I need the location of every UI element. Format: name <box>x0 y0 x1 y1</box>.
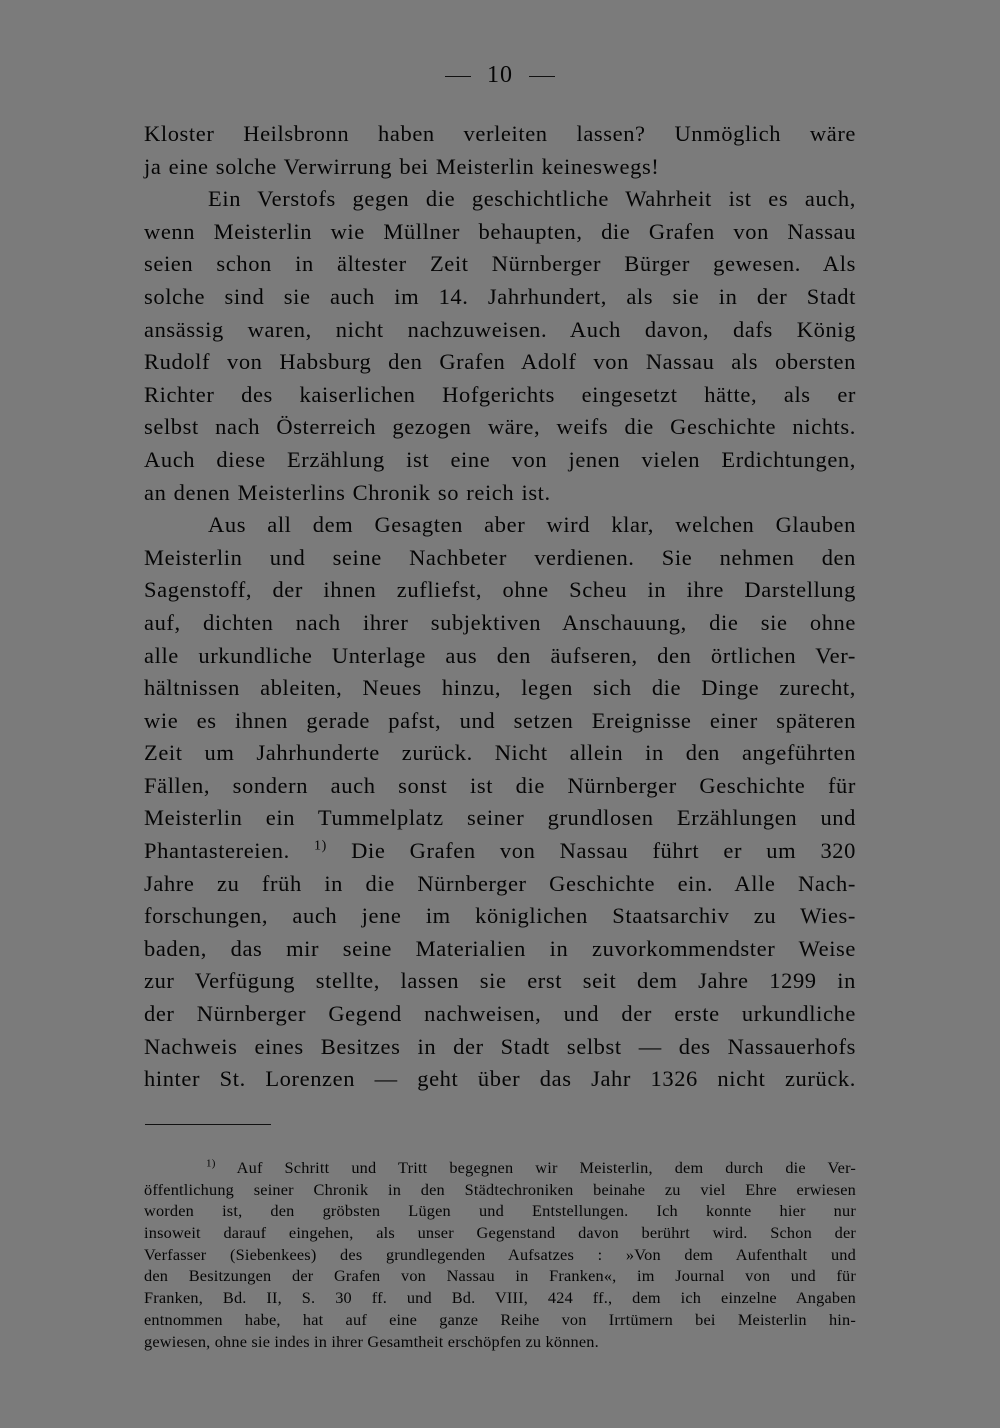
footnote-mark: 1) <box>206 1157 216 1170</box>
footnote-line <box>144 1157 856 1179</box>
body-line: Kloster Heilsbronn haben verleiten lassen? Unmöglich wäre <box>144 121 856 146</box>
body-line-part: Phantastereien. <box>144 838 290 864</box>
body-line: Auch diese Erzählung ist eine von jenen vielen Erdichtungen, <box>144 446 856 472</box>
body-line: Aus all dem Gesagten aber wird klar, welchen Glauben <box>208 512 856 538</box>
body-line: forschungen, auch jene im königlichen Staatsarchiv zu Wies- <box>144 903 856 929</box>
body-text <box>144 118 856 1096</box>
body-line: auf, dichten nach ihrer subjektiven Anschauung, die sie ohne <box>144 609 856 635</box>
body-line: hältnissen ableiten, Neues hinzu, legen sich die Dinge zurecht, <box>144 675 856 701</box>
body-line: der Nürnberger Gegend nachweisen, und der erste urkundliche <box>144 1001 856 1027</box>
body-line: Rudolf von Habsburg den Grafen Adolf von Nassau als obersten <box>144 349 856 375</box>
body-line: wenn Meisterlin wie Müllner behaupten, die Grafen von Nassau <box>144 218 856 244</box>
body-line: an denen Meisterlins Chronik so reich ist. <box>144 479 551 505</box>
body-line: Meisterlin ein Tummelplatz seiner grundlosen Erzählungen und <box>144 805 856 831</box>
footnote-line: öffentlichung seiner Chronik in den Städtechroniken beinahe zu viel Ehre erwiesen <box>144 1179 856 1199</box>
footnote-line: insoweit darauf eingehen, als unser Gegenstand davon berührt wird. Schon der <box>144 1223 856 1243</box>
footnote-line: gewiesen, ohne sie indes in ihrer Gesamtheit erschöpfen zu können. <box>144 1331 599 1351</box>
body-line-part: Die Grafen von Nassau führt er um 320 <box>351 838 856 864</box>
page-header <box>0 60 1000 90</box>
body-line: wie es ihnen gerade pafst, und setzen Ereignisse einer späteren <box>144 707 856 733</box>
page-number: 10 <box>487 62 513 88</box>
footnote-reference[interactable]: 1) <box>314 838 327 854</box>
body-line: Ein Verstofs gegen die geschichtliche Wahrheit ist es auch, <box>208 186 856 212</box>
footnote <box>144 1157 856 1352</box>
body-line: Sagenstoff, der ihnen zufliefst, ohne Scheu in ihre Darstellung <box>144 577 856 603</box>
body-line: Meisterlin und seine Nachbeter verdienen. Sie nehmen den <box>144 544 856 570</box>
footnote-line: worden ist, den gröbsten Lügen und Entstellungen. Ich konnte hier nur <box>144 1201 856 1221</box>
body-line: baden, das mir seine Materialien in zuvorkommendster Weise <box>144 935 856 961</box>
header-dash-right <box>529 76 555 77</box>
body-line: alle urkundliche Unterlage aus den äufseren, den örtlichen Ver- <box>144 642 856 668</box>
body-line <box>144 835 856 868</box>
body-line: hinter St. Lorenzen — geht über das Jahr 1326 nicht zurück. <box>144 1066 856 1092</box>
body-line: Nachweis eines Besitzes in der Stadt selbst — des Nassauerhofs <box>144 1033 856 1059</box>
body-line: zur Verfügung stellte, lassen sie erst seit dem Jahre 1299 in <box>144 968 856 994</box>
body-line: Zeit um Jahrhunderte zurück. Nicht allein in den angeführten <box>144 740 856 766</box>
body-line: Richter des kaiserlichen Hofgerichts eingesetzt hätte, als er <box>144 381 856 407</box>
body-line: solche sind sie auch im 14. Jahrhundert, als sie in der Stadt <box>144 283 856 309</box>
header-dash-left <box>445 76 471 77</box>
body-line: selbst nach Österreich gezogen wäre, weifs die Geschichte nichts. <box>144 414 856 440</box>
footnote-separator <box>145 1124 271 1125</box>
footnote-line: Verfasser (Siebenkees) des grundlegenden Aufsatzes : »Von dem Aufenthalt und <box>144 1244 856 1264</box>
footnote-line: Franken, Bd. II, S. 30 ff. und Bd. VIII, 424 ff., dem ich einzelne Angaben <box>144 1288 856 1308</box>
footnote-line-text: Auf Schritt und Tritt begegnen wir Meisterlin, dem durch die Ver- <box>236 1158 857 1177</box>
body-line: ja eine solche Verwirrung bei Meisterlin keineswegs! <box>144 153 660 179</box>
body-line: ansässig waren, nicht nachzuweisen. Auch davon, dafs König <box>144 316 856 342</box>
footnote-line: den Besitzungen der Grafen von Nassau in Franken«, im Journal von und für <box>144 1266 856 1286</box>
body-line: Jahre zu früh in die Nürnberger Geschichte ein. Alle Nach- <box>144 870 856 896</box>
body-line: seien schon in ältester Zeit Nürnberger Bürger gewesen. Als <box>144 251 856 277</box>
footnote-line: entnommen habe, hat auf eine ganze Reihe von Irrtümern bei Meisterlin hin- <box>144 1309 856 1329</box>
body-line: Fällen, sondern auch sonst ist die Nürnberger Geschichte für <box>144 772 856 798</box>
